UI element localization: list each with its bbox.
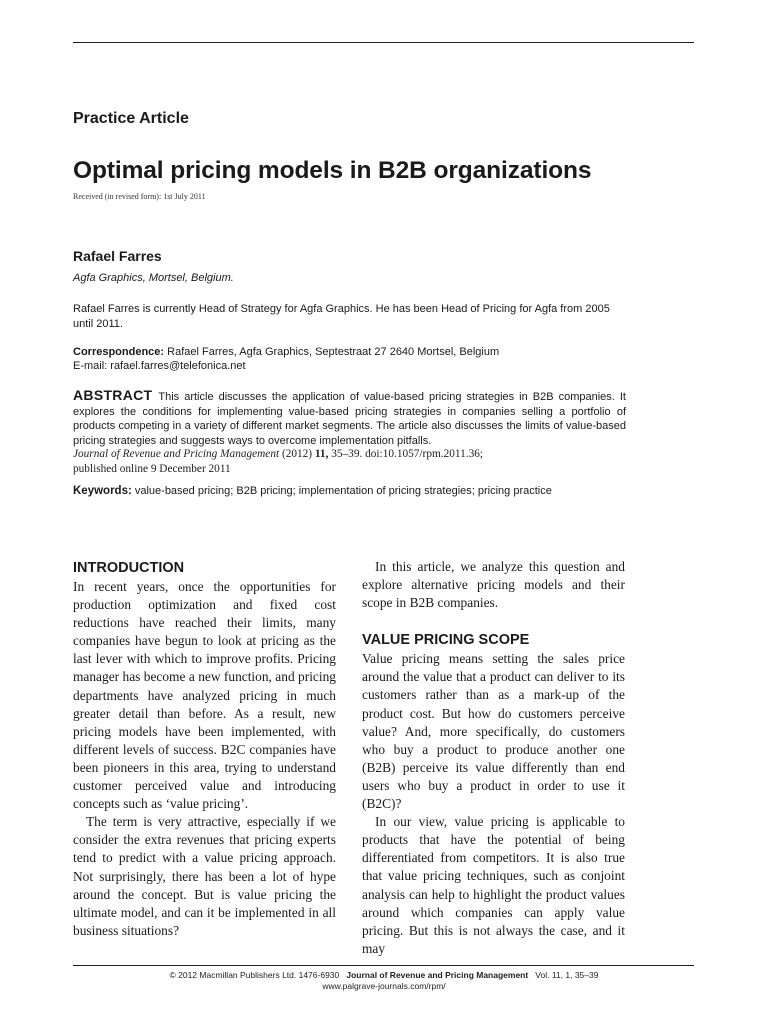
- author-name: Rafael Farres: [73, 248, 162, 264]
- right-column: [362, 558, 625, 958]
- bottom-rule: [73, 965, 694, 966]
- citation: [73, 447, 633, 476]
- keywords: [73, 485, 673, 497]
- citation-volume: 11,: [314, 448, 329, 460]
- abstract: [73, 388, 626, 448]
- correspondence-address: Rafael Farres, Agfa Graphics, Septestraat 27 2640 Mortsel, Belgium: [167, 346, 500, 358]
- section-heading-introduction: INTRODUCTION: [73, 560, 185, 576]
- author-affiliation: Agfa Graphics, Mortsel, Belgium.: [73, 272, 234, 284]
- citation-year: (2012): [281, 448, 313, 460]
- footer-url-link[interactable]: www.palgrave-journals.com/rpm/: [322, 981, 446, 991]
- left-column: [73, 558, 336, 940]
- value-pricing-paragraph-1: Value pricing means setting the sales price around the value that a product can deliver to its customers rather than as a mark-up of the product cost. But how do customers perceive value? And, more specifically, do customers who buy a product to produce another one (B2B) perceive its value differently than end users who buy a product in order to use it (B2C)?: [362, 651, 625, 812]
- footer-copyright: © 2012 Macmillan Publishers Ltd. 1476-6930: [169, 970, 340, 980]
- section-heading-value-pricing-scope: VALUE PRICING SCOPE: [362, 632, 530, 649]
- citation-published: published online 9 December 2011: [73, 462, 231, 475]
- intro-paragraph-3: In this article, we analyze this question and explore alternative pricing models and their scope in B2B companies.: [362, 559, 625, 611]
- page-title: Optimal pricing models in B2B organizations: [73, 157, 592, 184]
- author-email[interactable]: E-mail: rafael.farres@telefonica.net: [73, 360, 246, 372]
- top-rule: [73, 42, 694, 43]
- intro-paragraph-2: The term is very attractive, especially if we consider the extra revenues that pricing experts tend to predict with a value pricing approach. Not surprisingly, there has been a lot of hype around the concept. But is value pricing the ultimate model, and can it be implemented in all business situations?: [73, 814, 336, 938]
- correspondence: [73, 345, 673, 373]
- footer-citation: [0, 970, 768, 980]
- intro-paragraph-1: In recent years, once the opportunities for production optimization and fixed cost reductions have reached their limits, many companies have begun to look at pricing as the last lever with which to improve profits. Pricing manager has become a new function, and pricing departments have analyzed pricing in much greater detail than before. As a result, new pricing models have been implemented, with different levels of success. B2C companies have been pioneers in this area, trying to understand customer perceived value and introducing concepts such as ‘value pricing’.: [73, 579, 336, 812]
- citation-doi[interactable]: 35–39. doi:10.1057/rpm.2011.36;: [331, 448, 484, 460]
- abstract-text: This article discusses the application of value-based pricing strategies in B2B companies. It explores the conditions for implementing value-based pricing strategies in companies selling a portfolio of products competing in a variety of different market segments. The article also discusses the limits of value-based pricing strategies and suggests ways to overcome implementation pitfalls.: [73, 391, 626, 447]
- received-date: Received (in revised form): 1st July 2011: [73, 192, 206, 201]
- abstract-heading: ABSTRACT: [73, 387, 153, 403]
- author-bio: Rafael Farres is currently Head of Strategy for Agfa Graphics. He has been Head of Pricing for Agfa from 2005 until 2011.: [73, 303, 610, 330]
- citation-journal: Journal of Revenue and Pricing Management: [73, 448, 280, 460]
- correspondence-label: Correspondence:: [73, 346, 165, 358]
- keywords-text: value-based pricing; B2B pricing; implementation of pricing strategies; pricing practice: [134, 485, 552, 497]
- article-type: Practice Article: [73, 110, 189, 127]
- keywords-label: Keywords:: [73, 485, 132, 497]
- footer-journal: Journal of Revenue and Pricing Management: [346, 970, 529, 980]
- footer-volume: Vol. 11, 1, 35–39: [535, 970, 599, 980]
- value-pricing-paragraph-2: In our view, value pricing is applicable to products that have the potential of being differentiated from competitors. It is also true that value pricing techniques, such as conjoint analysis can help to highlight the product values around which companies can apply value pricing. But this is not always the case, and it may: [362, 814, 625, 956]
